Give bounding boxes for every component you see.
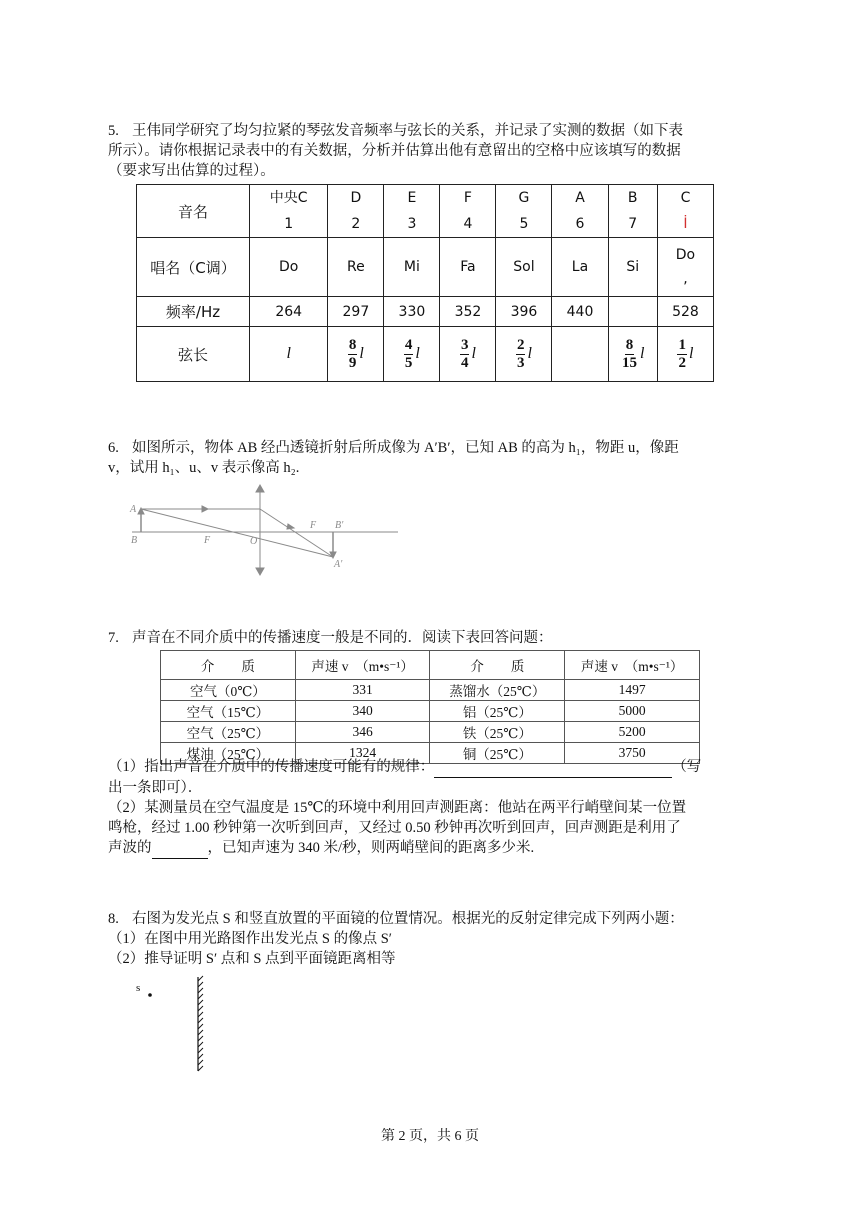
cell-length: 2 3 l [496,327,552,382]
cell-solfege: Sol [496,238,552,297]
page-footer: 第 2 页，共 6 页 [381,1129,479,1144]
cell-solfege: Do [250,238,328,297]
cell-length: 8 9 l [328,327,384,382]
cell-frequency: 440 [552,297,608,327]
cell-note: F 4 [440,185,496,238]
question-5 [108,121,733,181]
q7-part2-line2: 鸣枪，经过 1.00 秒钟第一次听到回声，又经过 0.50 秒钟再次听到回声，回声测距是利用了 [108,820,681,836]
table-row: 煤油（25℃） 1324 铜（25℃） 3750 [161,743,700,764]
cell-length: 4 5 l [384,327,440,382]
q8-line-1: 8. 右图为发光点 S 和竖直放置的平面镜的位置情况。根据光的反射定律完成下列两小题： [108,911,684,927]
cell-frequency: 352 [440,297,496,327]
q6-number: 6. [108,440,119,456]
answer-blank-rule[interactable] [434,757,672,778]
cell-solfege: Do , [657,238,713,297]
header-length: 弦长 [137,327,250,382]
cell-solfege: Mi [384,238,440,297]
header-speed: 声速 v （m•s⁻¹） [295,651,430,680]
label-a: A [130,504,137,515]
q6-line-1: 6. 如图所示，物体 AB 经凸透镜折射后所成像为 A′B′，已知 AB 的高为 h₁，物距 u，像距 [108,440,679,456]
cell-note: C İ [657,185,713,238]
table-row-length [137,327,714,382]
cell-length: 1 2 l [657,327,713,382]
q5-line-1: 5. 王伟同学研究了均匀拉紧的琴弦发音频率与弦长的关系，并记录了实测的数据（如下表 [108,123,683,139]
question-6 [108,438,733,478]
q7-number: 7. [108,630,119,646]
table-header-row [161,651,700,680]
question-7-intro: 7. 声音在不同介质中的传播速度一般是不同的．阅读下表回答问题： [108,630,553,646]
cell-note: B 7 [608,185,657,238]
answer-blank-wave-property[interactable] [152,838,208,859]
cell-frequency: 264 [250,297,328,327]
header-frequency: 频率/Hz [137,297,250,327]
label-a-prime: A' [334,559,343,570]
cell-length: 3 4 l [440,327,496,382]
cell-frequency: 528 [657,297,713,327]
cell-frequency: 330 [384,297,440,327]
q7-part1-line1: （1）指出声音在介质中的传播速度可能有的规律： （写 [108,757,733,778]
header-note-name: 音名 [137,185,250,238]
question-8 [108,909,733,969]
q8-sub-1: （1）在图中用光路图作出发光点 S 的像点 S′ [108,931,392,947]
refracted-ray [260,509,333,557]
label-b-prime: B' [335,520,344,531]
q8-sub-2: （2）推导证明 S′ 点和 S 点到平面镜距离相等 [108,951,396,967]
q5-line-2: 所示）。请你根据记录表中的有关数据，分析并估算出他有意留出的空格中应该填写的数据 [108,143,681,159]
lens-diagram [128,482,398,577]
cell-note: 中央C 1 [250,185,328,238]
label-o: O [250,536,258,547]
cell-frequency-blank [608,297,657,327]
q8-number: 8. [108,911,119,927]
cell-length: 8 15 l [608,327,657,382]
q7-part2-line3: 声波的 ，已知声速为 340 米/秒，则两峭壁间的距离多少米. [108,838,733,859]
cell-solfege: Si [608,238,657,297]
sound-speed-table [160,650,700,764]
table-row-frequency [137,297,714,327]
table-row-note-names [137,185,714,238]
label-f-right: F [310,520,317,531]
cell-note: D 2 [328,185,384,238]
label-f-left: F [204,535,211,546]
cell-length: l [250,327,328,382]
table-row: 空气（25℃） 346 铁（25℃） 5200 [161,722,700,743]
q5-line-3: （要求写出估算的过程）。 [108,163,275,179]
q5-number: 5. [108,123,119,139]
cell-length-blank [552,327,608,382]
cell-solfege: Fa [440,238,496,297]
q7-part1-line2: 出一条即可）． [108,780,203,796]
q6-line-2: v，试用 h₁、u、v 表示像高 h₂. [108,460,300,476]
mirror-hatching [198,976,203,1071]
cell-solfege: Re [328,238,384,297]
cell-note: A 6 [552,185,608,238]
cell-frequency: 396 [496,297,552,327]
header-medium: 介 质 [161,651,296,680]
question-7-parts [108,757,733,859]
header-solfege: 唱名（C调） [137,238,250,297]
q7-part2-line1: （2）某测量员在空气温度是 15℃的环境中利用回声测距离：他站在两平行峭壁间某一位置 [108,800,687,816]
cell-note: E 3 [384,185,440,238]
cell-note: G 5 [496,185,552,238]
table-row-solfege [137,238,714,297]
mirror-diagram [130,975,220,1075]
pitch-table [136,184,714,382]
point-s-dot [148,993,152,997]
header-speed: 声速 v （m•s⁻¹） [565,651,700,680]
header-medium: 介 质 [430,651,565,680]
point-s-label: s [136,982,141,994]
table-row: 空气（15℃） 340 铝（25℃） 5000 [161,701,700,722]
center-ray [141,509,333,557]
table-row: 空气（0℃） 331 蒸馏水（25℃） 1497 [161,680,700,701]
label-b: B [131,535,138,546]
cell-frequency: 297 [328,297,384,327]
cell-solfege: La [552,238,608,297]
